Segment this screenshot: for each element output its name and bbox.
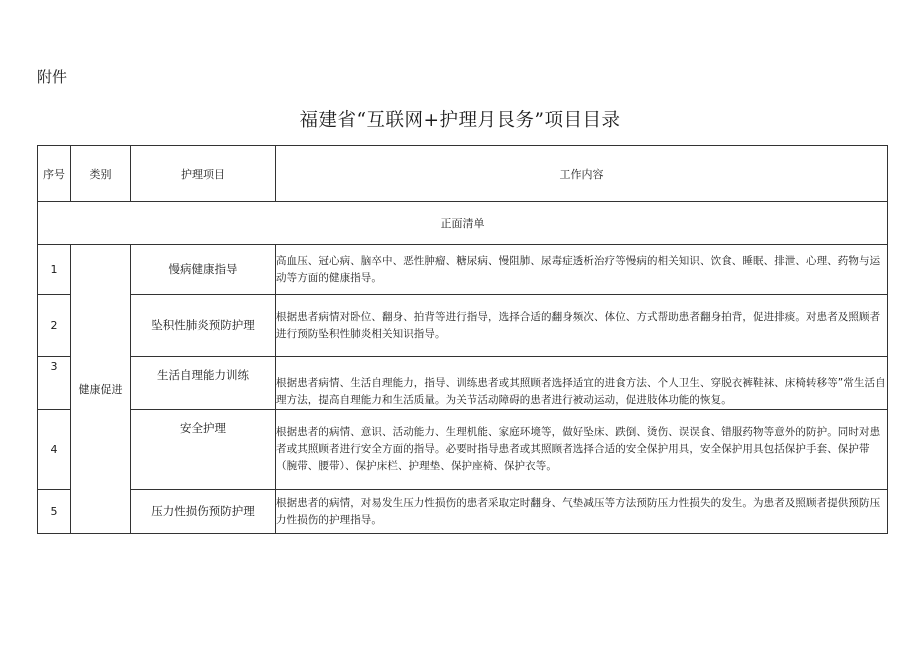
row-number: 3	[38, 357, 71, 410]
table-row	[38, 490, 888, 534]
table-row	[38, 410, 888, 490]
header-category: 类别	[71, 146, 131, 202]
row-content: 根据患者病情、生活自理能力，指导、训练患者或其照顾者选择适宜的进食方法、个人卫生、穿脱衣裤鞋袜、床椅转移等”常生活自理方法，提高自理能力和生活质量。为关节活动障碍的患者进行被动运动，促进肢体功能的恢复。	[276, 357, 888, 410]
header-item: 护理项目	[131, 146, 276, 202]
table-row	[38, 245, 888, 295]
row-item: 生活自理能力训练	[131, 357, 276, 410]
table-header-row	[38, 146, 888, 202]
row-content: 高血压、冠心病、脑卒中、恶性肿瘤、糖尿病、慢阻肺、尿毒症透析治疗等慢病的相关知识、饮食、睡眠、排泄、心理、药物与运动等方面的健康指导。	[276, 245, 888, 295]
header-number: 序号	[38, 146, 71, 202]
row-content: 根据患者病情对卧位、翻身、拍背等进行指导，选择合适的翻身频次、体位、方式帮助患者翻身拍背，促进排痰。对患者及照顾者进行预防坠积性肺炎相关知识指导。	[276, 295, 888, 357]
row-item: 坠积性肺炎预防护理	[131, 295, 276, 357]
page-title: 福建省“互联网+护理月艮务”项目目录	[299, 110, 621, 131]
category-cell: 健康促进	[71, 245, 131, 534]
row-content: 根据患者的病情、意识、活动能力、生理机能、家庭环境等，做好坠床、跌倒、烫伤、误误食、错服药物等意外的防护。同时对患者或其照顾者进行安全方面的指导。必要时指导患者或其照顾者选择合适的安全保护用具，安全保护用具包括保护手套、保护带（腕带、腰带）、保护床栏、护理垫、保护座椅、保护衣等。	[276, 410, 888, 490]
header-content: 工作内容	[276, 146, 888, 202]
row-content: 根据患者的病情，对易发生压力性损伤的患者采取定时翻身、气垫减压等方法预防压力性损失的发生。为患者及照顾者提供预防压力性损伤的护理指导。	[276, 490, 888, 534]
table-row	[38, 295, 888, 357]
section-row	[38, 202, 888, 245]
section-title: 正面清单	[38, 202, 888, 245]
row-number: 1	[38, 245, 71, 295]
row-number: 4	[38, 410, 71, 490]
row-item: 慢病健康指导	[131, 245, 276, 295]
table-row	[38, 357, 888, 410]
project-catalog-table	[37, 145, 888, 534]
row-number: 2	[38, 295, 71, 357]
attachment-label: 附件	[37, 68, 68, 86]
row-item: 压力性损伤预防护理	[131, 490, 276, 534]
row-number: 5	[38, 490, 71, 534]
row-item: 安全护理	[131, 410, 276, 490]
